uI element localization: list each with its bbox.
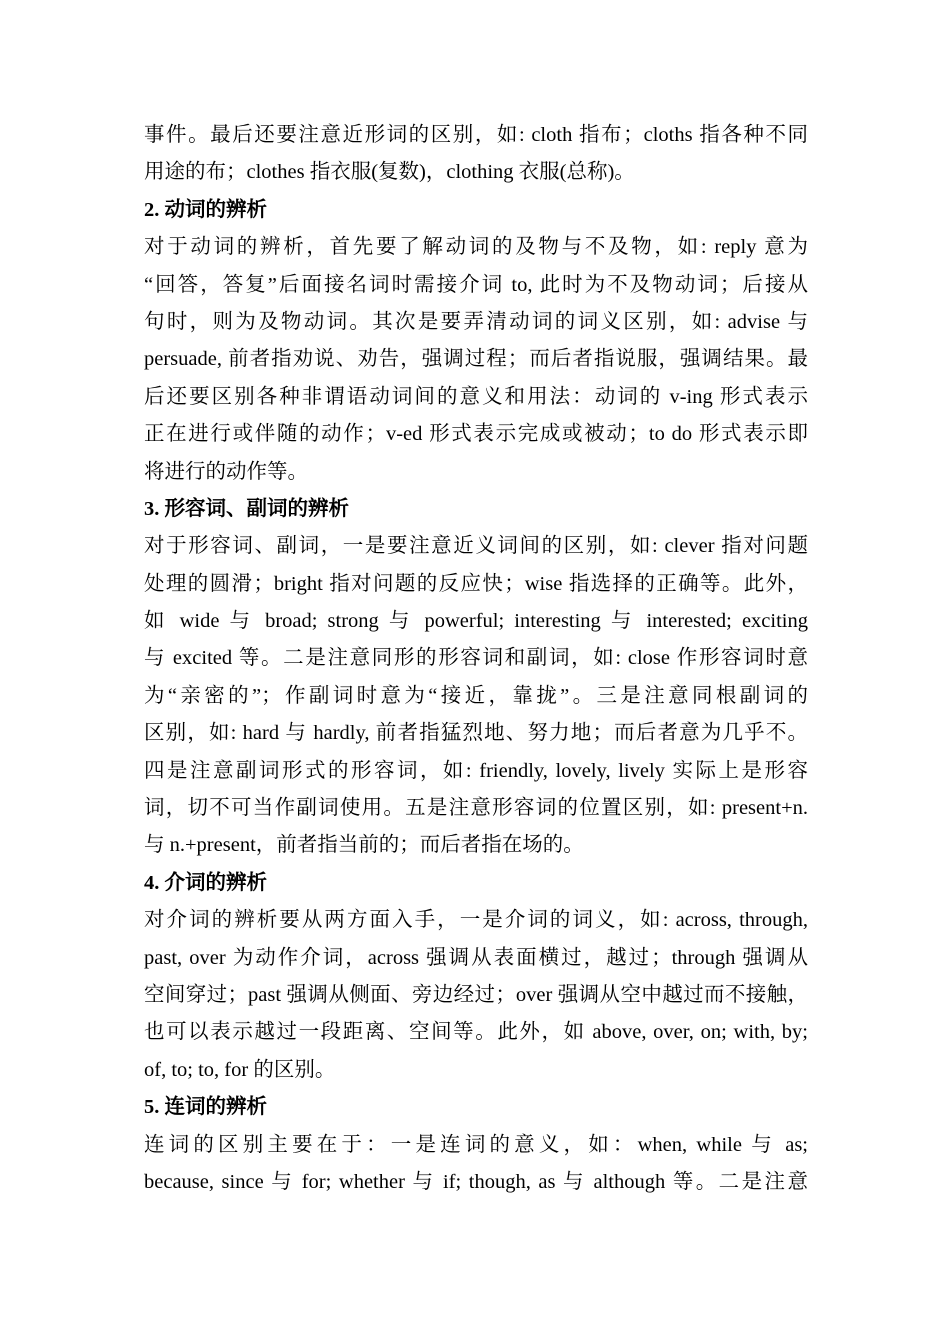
- text-line: 事件。最后还要注意近形词的区别，如: cloth 指布；cloths 指各种不同: [144, 124, 808, 146]
- text-line: of, to; to, for 的区别。: [144, 1058, 336, 1081]
- text-line: 空间穿过；past 强调从侧面、旁边经过；over 强调从空中越过而不接触，: [144, 983, 808, 1006]
- section-heading-conjunctions: 5. 连词的辨析: [144, 1096, 267, 1119]
- text-line: 处理的圆滑；bright 指对问题的反应快；wise 指选择的正确等。此外，: [144, 572, 808, 595]
- section-heading-adjectives-adverbs: 3. 形容词、副词的辨析: [144, 497, 349, 520]
- document-page: [144, 117, 808, 1201]
- text-line: 区别，如: hard 与 hardly, 前者指猛烈地、努力地；而后者意为几乎不。: [144, 722, 808, 745]
- text-line: 与 excited 等。二是注意同形的形容词和副词，如: close 作形容词时意: [144, 647, 808, 670]
- text-line: 句时，则为及物动词。其次是要弄清动词的词义区别，如: advise 与: [144, 310, 808, 333]
- text-line: 词，切不可当作副词使用。五是注意形容词的位置区别，如: present+n.: [144, 797, 808, 820]
- text-line: 对于形容词、副词，一是要注意近义词间的区别，如: clever 指对问题: [144, 535, 808, 558]
- text-line: 对介词的辨析要从两方面入手，一是介词的词义，如: across, through,: [144, 909, 808, 932]
- text-line: “回答，答复”后面接名词时需接介词 to, 此时为不及物动词；后接从: [144, 273, 808, 296]
- text-line: 与 n.+present，前者指当前的；而后者指在场的。: [144, 834, 584, 857]
- text-line: past, over 为动作介词，across 强调从表面横过，越过；through 强调从: [144, 946, 808, 969]
- text-line: 四是注意副词形式的形容词，如: friendly, lovely, lively 实际上是形容: [144, 759, 808, 782]
- text-line: 连词的区别主要在于：一是连词的意义，如：when, while 与 as;: [144, 1133, 808, 1156]
- text-line: persuade, 前者指劝说、劝告，强调过程；而后者指说服，强调结果。最: [144, 348, 808, 371]
- text-line: 也可以表示越过一段距离、空间等。此外，如 above, over, on; with, by;: [144, 1021, 808, 1044]
- text-line: 将进行的动作等。: [144, 460, 308, 483]
- text-line: 后还要区别各种非谓语动词间的意义和用法：动词的 v-ing 形式表示: [144, 385, 808, 408]
- section-heading-verbs: 2. 动词的辨析: [144, 198, 267, 221]
- section-heading-prepositions: 4. 介词的辨析: [144, 871, 267, 894]
- text-line: 正在进行或伴随的动作；v-ed 形式表示完成或被动；to do 形式表示即: [144, 423, 808, 446]
- text-line: 对于动词的辨析，首先要了解动词的及物与不及物，如: reply 意为: [144, 236, 808, 259]
- text-line: 用途的布；clothes 指衣服(复数)，clothing 衣服(总称)。: [144, 161, 635, 184]
- text-line: 为“亲密的”；作副词时意为“接近，靠拢”。三是注意同根副词的: [144, 684, 808, 707]
- text-line: because, since 与 for; whether 与 if; though, as 与 although 等。二是注意: [144, 1170, 808, 1193]
- text-line: 如 wide 与 broad; strong 与 powerful; interesting 与 interested; exciting: [144, 610, 808, 633]
